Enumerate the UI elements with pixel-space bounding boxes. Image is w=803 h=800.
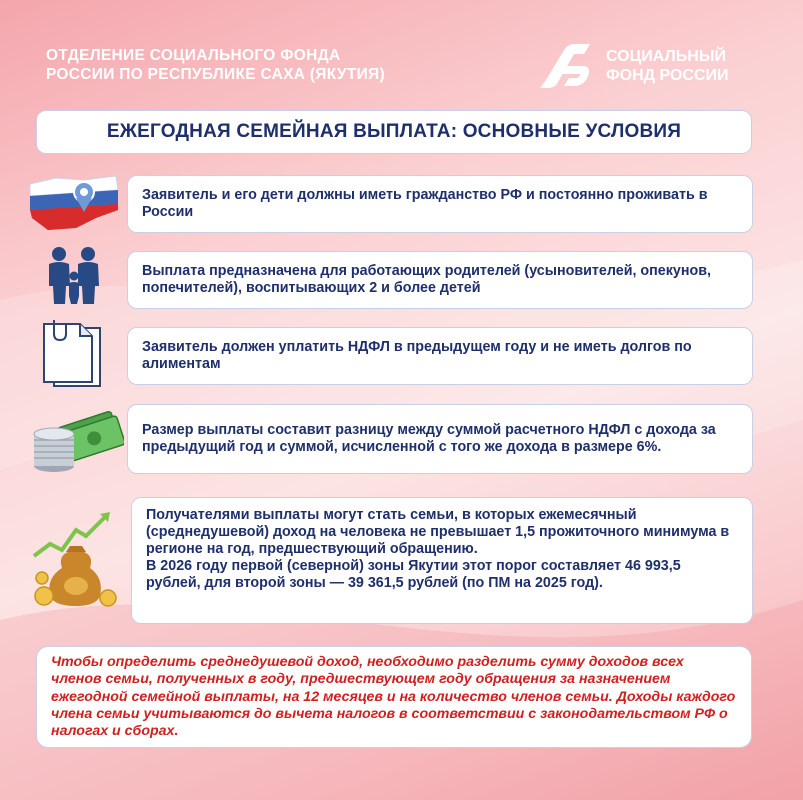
condition-card-income-threshold — [131, 497, 753, 624]
condition-text: Заявитель должен уплатить НДФЛ в предыдущем году и не иметь долгов по алиментам — [142, 339, 692, 372]
russia-map-icon — [26, 170, 122, 236]
coins-money-icon — [28, 404, 124, 474]
condition-card-citizenship — [127, 175, 753, 233]
sfr-logo — [538, 40, 729, 92]
logo-text: СОЦИАЛЬНЫЙ ФОНД РОССИИ — [606, 48, 729, 84]
condition-text: Получателями выплаты могут стать семьи, в которых ежемесячный (среднедушевой) доход на человека не превышает 1,5 прожиточного минимума в регионе на год, предшествующий обращению. В 2026 году первой (северной) зоны Якутии этот порог составляет 46 993,5 рублей, для второй зоны — 39 361,5 рублей (по ПМ на 2025 год). — [146, 507, 730, 591]
condition-text: Заявитель и его дети должны иметь гражданство РФ и постоянно проживать в России — [142, 187, 708, 220]
condition-text: Размер выплаты составит разницу между суммой расчетного НДФЛ с дохода за предыдущий год и суммой, исчисленной с того же дохода в размере 6%. — [142, 422, 716, 455]
condition-card-payment-size — [127, 404, 753, 474]
money-bag-growth-icon — [28, 506, 126, 612]
document-icon — [40, 320, 106, 390]
income-calculation-note: Чтобы определить среднедушевой доход, необходимо разделить сумму доходов всех членов семьи, полученных в году, предшествующем году обращения за назначением ежегодной семейной выплаты, на 12 месяцев и на количество членов семьи. Доходы каждого члена семьи учитываются до вычета налогов в соответствии с законодательством РФ о налогах и сборах. — [36, 646, 752, 748]
condition-card-ndfl — [127, 327, 753, 385]
family-icon — [44, 246, 104, 304]
condition-card-working-parents — [127, 251, 753, 309]
sfr-logo-icon — [538, 40, 598, 92]
condition-text: Выплата предназначена для работающих родителей (усыновителей, опекунов, попечителей), воспитывающих 2 и более детей — [142, 263, 711, 296]
page-title: ЕЖЕГОДНАЯ СЕМЕЙНАЯ ВЫПЛАТА: ОСНОВНЫЕ УСЛОВИЯ — [36, 110, 752, 154]
organization-name: ОТДЕЛЕНИЕ СОЦИАЛЬНОГО ФОНДА РОССИИ ПО РЕСПУБЛИКЕ САХА (ЯКУТИЯ) — [46, 47, 385, 83]
